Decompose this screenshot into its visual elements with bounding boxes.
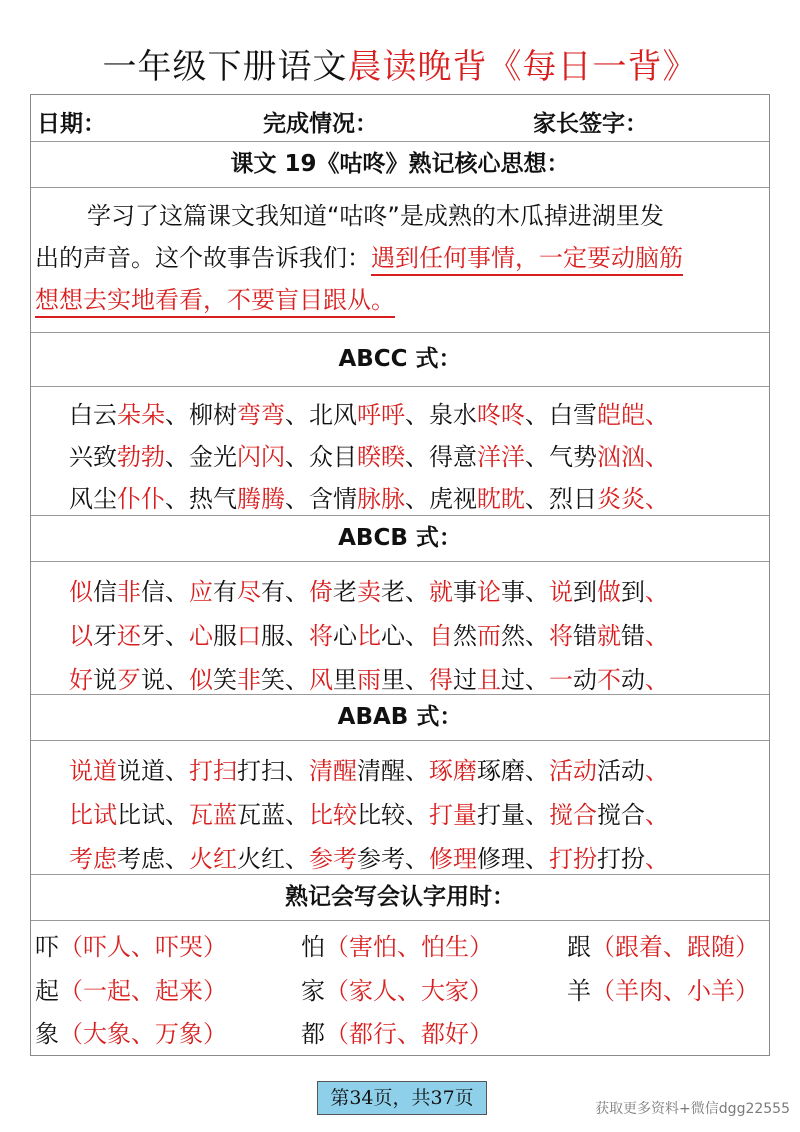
abab-phrase-part: 活动: [549, 757, 597, 785]
abcb-phrase-part: 将: [549, 622, 573, 650]
abcc-separator: 、: [645, 401, 669, 429]
abcb-separator: 、: [645, 666, 669, 694]
abcb-phrase-part: 做: [597, 578, 621, 606]
abab-separator: 、: [165, 757, 189, 785]
page-title: [0, 42, 800, 92]
char-glyph: 家: [301, 977, 325, 1005]
abcb-phrase-part: 老: [381, 578, 405, 606]
char-entry: [35, 1014, 227, 1049]
abcb-phrase-part: 里: [381, 666, 405, 694]
abcc-phrase-part: 皑皑: [597, 401, 645, 429]
abcb-phrase-part: 不: [597, 666, 621, 694]
char-entry: [301, 1014, 493, 1049]
abcc-phrase-part: 虎视: [429, 485, 477, 513]
abcb-phrase-part: 牙: [93, 622, 117, 650]
abcb-phrase-part: 论: [477, 578, 501, 606]
abcb-phrase-part: 说: [549, 578, 573, 606]
abcb-row: [69, 616, 669, 651]
abcb-phrase-part: 歹: [117, 666, 141, 694]
abcc-phrase-part: 弯弯: [237, 401, 285, 429]
abcc-phrase-part: 泉水: [429, 401, 477, 429]
abcb-phrase-part: 笑: [261, 666, 285, 694]
abcb-phrase-part: 心: [333, 622, 357, 650]
abcc-separator: 、: [525, 443, 549, 471]
abab-phrase-part: 考虑: [117, 845, 165, 873]
abcb-phrase-part: 然: [453, 622, 477, 650]
abab-phrase-part: 修理: [477, 845, 525, 873]
abab-separator: 、: [285, 757, 309, 785]
abcb-phrase-part: 牙: [141, 622, 165, 650]
abcb-phrase-part: 以: [69, 622, 93, 650]
char-words: （害怕、怕生）: [325, 933, 493, 961]
abcb-separator: 、: [285, 622, 309, 650]
abab-phrase-part: 清醒: [357, 757, 405, 785]
abcb-phrase-part: 过: [453, 666, 477, 694]
abcb-phrase-part: 信: [93, 578, 117, 606]
abcb-separator: 、: [525, 622, 549, 650]
abcc-separator: 、: [405, 401, 429, 429]
abcb-phrase-part: 自: [429, 622, 453, 650]
abcc-phrase-part: 仆仆: [117, 485, 165, 513]
abcb-phrase-part: 里: [333, 666, 357, 694]
abcb-phrase-part: 笑: [213, 666, 237, 694]
abab-phrase-part: 说道: [117, 757, 165, 785]
abcb-phrase-part: 卖: [357, 578, 381, 606]
worksheet-table: [30, 94, 770, 1056]
char-words: （跟着、跟随）: [591, 933, 759, 961]
abcb-phrase-part: 说: [93, 666, 117, 694]
chars-block: [31, 921, 769, 1055]
abcc-phrase-part: 风尘: [69, 485, 117, 513]
char-glyph: 吓: [35, 933, 59, 961]
abcc-phrase-part: 脉脉: [357, 485, 405, 513]
abab-separator: 、: [645, 757, 669, 785]
abcb-phrase-part: 就: [429, 578, 453, 606]
abcc-phrase-part: 兴致: [69, 443, 117, 471]
char-glyph: 羊: [567, 977, 591, 1005]
abab-separator: 、: [405, 845, 429, 873]
abcc-phrase-part: 众目: [309, 443, 357, 471]
abcc-separator: 、: [285, 401, 309, 429]
abab-phrase-part: 火红: [189, 845, 237, 873]
abcb-phrase-part: 心: [189, 622, 213, 650]
abcb-phrase-part: 雨: [357, 666, 381, 694]
abcc-phrase-part: 白云: [69, 401, 117, 429]
abab-phrase-part: 修理: [429, 845, 477, 873]
abcc-phrase-part: 气势: [549, 443, 597, 471]
abab-separator: 、: [285, 845, 309, 873]
char-glyph: 起: [35, 977, 59, 1005]
abab-separator: 、: [405, 801, 429, 829]
abcb-phrase-part: 将: [309, 622, 333, 650]
abcc-phrase-part: 白雪: [549, 401, 597, 429]
char-entry: [301, 927, 493, 962]
abcb-separator: 、: [165, 622, 189, 650]
abab-separator: 、: [525, 757, 549, 785]
abab-heading: ABAB 式：: [31, 695, 769, 741]
abab-row: [69, 795, 669, 830]
abcb-phrase-part: 口: [237, 622, 261, 650]
abab-separator: 、: [645, 845, 669, 873]
abcc-phrase-part: 柳树: [189, 401, 237, 429]
abab-separator: 、: [285, 801, 309, 829]
abcb-phrase-part: 心: [381, 622, 405, 650]
abcc-phrase-part: 热气: [189, 485, 237, 513]
abcc-phrase-part: 闪闪: [237, 443, 285, 471]
abcc-phrase-part: 炎炎: [597, 485, 645, 513]
abcc-phrase-part: 眈眈: [477, 485, 525, 513]
abab-phrase-part: 搅合: [597, 801, 645, 829]
lesson-heading: 课文 19《咕咚》熟记核心思想：: [31, 142, 769, 188]
abcc-block: [31, 387, 769, 516]
abab-phrase-part: 参考: [309, 845, 357, 873]
abcc-separator: 、: [285, 485, 309, 513]
abcc-phrase-part: 烈日: [549, 485, 597, 513]
abcb-phrase-part: 信: [141, 578, 165, 606]
abcc-separator: 、: [525, 485, 549, 513]
abcc-heading: ABCC 式：: [31, 333, 769, 387]
abcc-row: [69, 437, 669, 472]
abab-phrase-part: 打量: [477, 801, 525, 829]
abcb-separator: 、: [285, 578, 309, 606]
abcc-phrase-part: 北风: [309, 401, 357, 429]
lesson-line-2: [35, 238, 683, 273]
abcb-phrase-part: 应: [189, 578, 213, 606]
char-entry: [35, 971, 227, 1006]
abcc-separator: 、: [645, 443, 669, 471]
abcc-phrase-part: 汹汹: [597, 443, 645, 471]
abcb-phrase-part: 一: [549, 666, 573, 694]
abcb-phrase-part: 比: [357, 622, 381, 650]
abcc-separator: 、: [285, 443, 309, 471]
watermark-text: 获取更多资料+微信dgg22555: [595, 1101, 790, 1117]
abcb-phrase-part: 似: [189, 666, 213, 694]
abcc-row: [69, 479, 669, 514]
abcb-separator: 、: [645, 578, 669, 606]
abab-phrase-part: 瓦蓝: [189, 801, 237, 829]
abcc-phrase-part: 朵朵: [117, 401, 165, 429]
abab-phrase-part: 清醒: [309, 757, 357, 785]
char-words: （家人、大家）: [325, 977, 493, 1005]
abcb-phrase-part: 然: [501, 622, 525, 650]
signature-label: 家长签字：: [533, 111, 648, 137]
abcc-separator: 、: [405, 485, 429, 513]
abcc-separator: 、: [165, 401, 189, 429]
abcb-phrase-part: 过: [501, 666, 525, 694]
abab-phrase-part: 考虑: [69, 845, 117, 873]
abcb-phrase-part: 说: [141, 666, 165, 694]
abab-phrase-part: 比较: [357, 801, 405, 829]
abcb-phrase-part: 动: [621, 666, 645, 694]
abab-block: [31, 741, 769, 875]
status-label: 完成情况：: [263, 111, 378, 137]
abcb-phrase-part: 到: [573, 578, 597, 606]
abcb-phrase-part: 有: [261, 578, 285, 606]
abab-phrase-part: 打扫: [189, 757, 237, 785]
abcb-phrase-part: 而: [477, 622, 501, 650]
char-entry: [35, 927, 227, 962]
abab-phrase-part: 打扮: [549, 845, 597, 873]
chars-heading: 熟记会写会认字用时：: [31, 875, 769, 921]
abcc-phrase-part: 呼呼: [357, 401, 405, 429]
abab-separator: 、: [165, 801, 189, 829]
abcb-phrase-part: 还: [117, 622, 141, 650]
abab-separator: 、: [165, 845, 189, 873]
char-glyph: 怕: [301, 933, 325, 961]
abab-phrase-part: 比较: [309, 801, 357, 829]
abcb-phrase-part: 有: [213, 578, 237, 606]
abcc-separator: 、: [405, 443, 429, 471]
char-words: （一起、起来）: [59, 977, 227, 1005]
abcc-separator: 、: [165, 443, 189, 471]
abab-phrase-part: 比试: [69, 801, 117, 829]
abcc-separator: 、: [645, 485, 669, 513]
abcb-separator: 、: [165, 666, 189, 694]
abcb-phrase-part: 老: [333, 578, 357, 606]
abcc-separator: 、: [165, 485, 189, 513]
char-words: （都行、都好）: [325, 1020, 493, 1048]
abcb-separator: 、: [525, 666, 549, 694]
abcb-block: [31, 562, 769, 695]
abcb-phrase-part: 错: [573, 622, 597, 650]
lesson-line-3: [35, 280, 395, 315]
abab-separator: 、: [645, 801, 669, 829]
abcc-phrase-part: 得意: [429, 443, 477, 471]
abcb-phrase-part: 风: [309, 666, 333, 694]
abab-phrase-part: 火红: [237, 845, 285, 873]
abcc-phrase-part: 金光: [189, 443, 237, 471]
abcb-separator: 、: [405, 622, 429, 650]
lesson-moral-1: 遇到任何事情，一定要动脑筋: [371, 244, 683, 272]
abcb-phrase-part: 非: [117, 578, 141, 606]
abab-phrase-part: 参考: [357, 845, 405, 873]
abab-phrase-part: 搅合: [549, 801, 597, 829]
abcb-row: [69, 572, 669, 607]
abcc-phrase-part: 睽睽: [357, 443, 405, 471]
abcb-heading: ABCB 式：: [31, 516, 769, 562]
abcb-separator: 、: [285, 666, 309, 694]
abcc-phrase-part: 腾腾: [237, 485, 285, 513]
abcb-phrase-part: 动: [573, 666, 597, 694]
abab-phrase-part: 打扫: [237, 757, 285, 785]
abcb-separator: 、: [405, 666, 429, 694]
abab-phrase-part: 琢磨: [477, 757, 525, 785]
char-entry: [301, 971, 493, 1006]
abcb-separator: 、: [165, 578, 189, 606]
date-label: 日期：: [37, 111, 106, 137]
abab-phrase-part: 琢磨: [429, 757, 477, 785]
abab-phrase-part: 说道: [69, 757, 117, 785]
abcb-phrase-part: 事: [453, 578, 477, 606]
page-number-badge: 第34页，共37页: [317, 1081, 487, 1115]
char-words: （羊肉、小羊）: [591, 977, 759, 1005]
abcb-separator: 、: [405, 578, 429, 606]
abcb-phrase-part: 尽: [237, 578, 261, 606]
char-words: （大象、万象）: [59, 1020, 227, 1048]
abcb-row: [69, 660, 669, 695]
abab-separator: 、: [525, 801, 549, 829]
header-row: [31, 95, 769, 142]
abab-phrase-part: 打量: [429, 801, 477, 829]
abcc-phrase-part: 洋洋: [477, 443, 525, 471]
abab-phrase-part: 打扮: [597, 845, 645, 873]
title-black: 一年级下册语文: [102, 47, 348, 87]
abab-row: [69, 839, 669, 874]
abab-phrase-part: 比试: [117, 801, 165, 829]
abcc-separator: 、: [525, 401, 549, 429]
char-glyph: 都: [301, 1020, 325, 1048]
char-entry: [567, 927, 759, 962]
abcb-phrase-part: 就: [597, 622, 621, 650]
abcb-separator: 、: [525, 578, 549, 606]
abcc-phrase-part: 勃勃: [117, 443, 165, 471]
abcb-phrase-part: 非: [237, 666, 261, 694]
abab-separator: 、: [525, 845, 549, 873]
abcc-row: [69, 395, 669, 430]
abcc-phrase-part: 咚咚: [477, 401, 525, 429]
lesson-line-2-black: 出的声音。这个故事告诉我们：: [35, 244, 371, 272]
lesson-moral-2: 想想去实地看看，不要盲目跟从。: [35, 286, 395, 314]
abab-row: [69, 751, 669, 786]
abcb-phrase-part: 到: [621, 578, 645, 606]
abab-phrase-part: 活动: [597, 757, 645, 785]
abab-phrase-part: 瓦蓝: [237, 801, 285, 829]
abcb-phrase-part: 服: [213, 622, 237, 650]
abab-separator: 、: [405, 757, 429, 785]
abcb-separator: 、: [645, 622, 669, 650]
title-red: 晨读晚背《每日一背》: [347, 47, 698, 87]
char-glyph: 象: [35, 1020, 59, 1048]
char-glyph: 跟: [567, 933, 591, 961]
abcb-phrase-part: 好: [69, 666, 93, 694]
abcb-phrase-part: 得: [429, 666, 453, 694]
lesson-line-1: 学习了这篇课文我知道“咕咚”是成熟的木瓜掉进湖里发: [87, 202, 664, 230]
abcb-phrase-part: 似: [69, 578, 93, 606]
char-words: （吓人、吓哭）: [59, 933, 227, 961]
abcc-phrase-part: 含情: [309, 485, 357, 513]
abcb-phrase-part: 服: [261, 622, 285, 650]
abcb-phrase-part: 倚: [309, 578, 333, 606]
lesson-text: [31, 188, 769, 333]
char-entry: [567, 971, 759, 1006]
abcb-phrase-part: 且: [477, 666, 501, 694]
abcb-phrase-part: 错: [621, 622, 645, 650]
abcb-phrase-part: 事: [501, 578, 525, 606]
